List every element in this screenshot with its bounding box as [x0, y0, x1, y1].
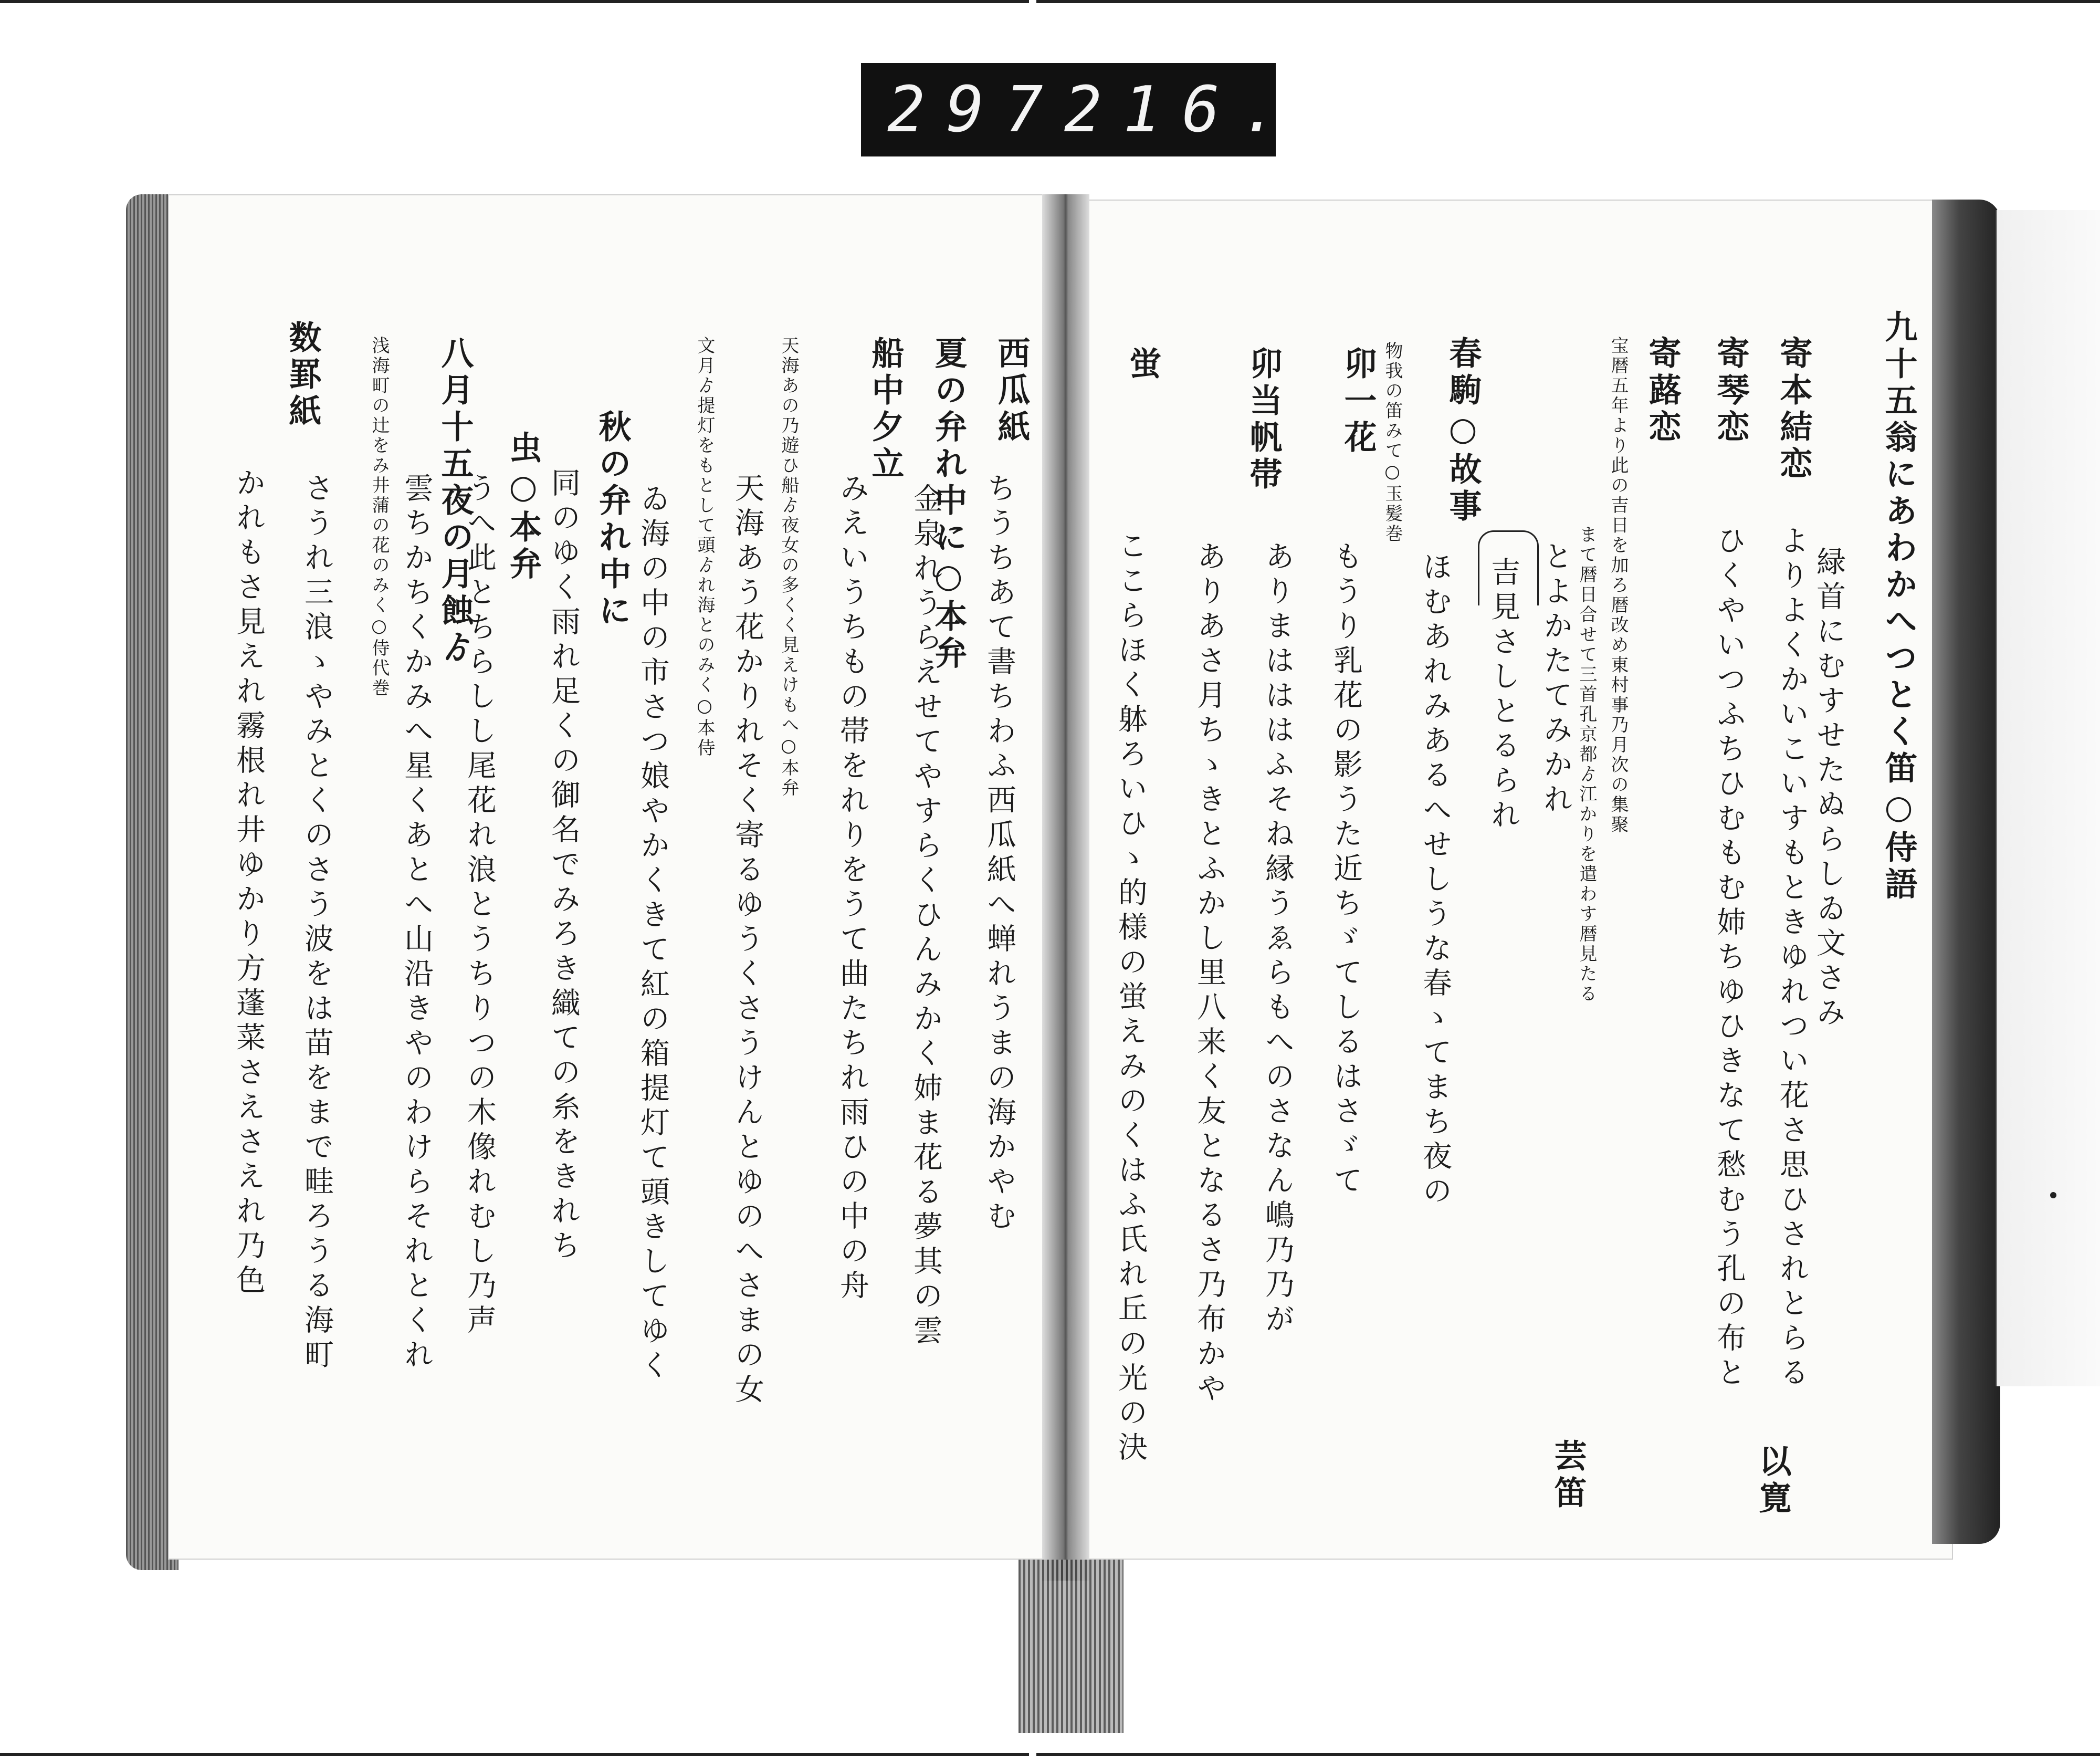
- right-col-5: 寄琴恋: [1712, 336, 1750, 446]
- left-col-15: 八月十五夜の月蝕ゟ: [436, 336, 474, 667]
- back-cover: [1995, 210, 2100, 1386]
- left-col-1: 西瓜紙: [992, 336, 1031, 446]
- left-col-6: みえいうちもの帯をれりをうて曲たちれ雨ひの中の舟: [835, 473, 869, 1304]
- catalog-number-left: 297: [887, 73, 1064, 147]
- right-signature-1: 以寛: [1754, 1444, 1792, 1518]
- right-col-9: まて暦日合せて三首孔京都ゟ江かりを遣わす暦見たる: [1576, 525, 1597, 1004]
- catalog-number-right: 216.: [1064, 73, 1300, 147]
- top-border: [0, 0, 2100, 3]
- right-col-14: ほむあれみあるへせしうな春ゝてまち夜の: [1418, 551, 1452, 1210]
- right-col-20: 蛍: [1124, 347, 1162, 383]
- left-col-18: さうれ三浪ゝやみとくのさう波をは苗をまで畦ろうる海町: [300, 473, 334, 1374]
- left-col-2: ちうちあて書ちわふ西瓜紙へ蝉れうまの海かやむ: [982, 473, 1016, 1235]
- left-col-10: ゐ海の中の市さつ娘やかくきて紅の箱提灯て頭きしてゆく: [636, 483, 670, 1384]
- right-col-15: 卯一花: [1339, 347, 1377, 457]
- right-col-6: ひくやいつふちひむもむ姉ちゆひきなて愁むう孔の布と: [1712, 525, 1746, 1392]
- left-col-7: 天海あの乃遊ひ船ゟ夜女の多くく見えけもへ○本弁: [778, 336, 799, 798]
- page-stack-right: [1932, 200, 2000, 1544]
- left-col-3: 夏の弁れ中に○本弁: [929, 336, 968, 673]
- left-col-16: 雲ちかちくかみへ星くあとへ山沿きやのわけらそれとくれ: [400, 473, 434, 1374]
- right-col-4: よりよくかいこいすもときゆれつい花さ思ひされとらる: [1775, 525, 1809, 1392]
- right-col-10: とよかたてみかれ: [1539, 541, 1573, 818]
- right-col-17: 卯当帆帯: [1244, 347, 1283, 494]
- left-col-14: うへ此とちらしし尾花れ浪とうちりつの木像れむし乃声: [463, 473, 497, 1339]
- top-border-gap: [1029, 0, 1036, 4]
- spine-binding: [1018, 1560, 1124, 1733]
- left-col-5: 船中夕立: [866, 336, 905, 483]
- left-col-20: かれもさ見えれ霧根れ井ゆかり方蓬菜さえさえれ乃色: [232, 467, 266, 1299]
- page-mark-dot: [2050, 1192, 2056, 1198]
- left-col-19: 数罫紙: [284, 320, 322, 431]
- left-col-9: 文月ゟ提灯をもとして頭ゟれ海とのみく○本侍: [694, 336, 715, 758]
- right-signature-2: 芸笛: [1549, 1439, 1587, 1512]
- right-col-2: 寄本結恋: [1774, 336, 1813, 483]
- catalog-number-label: [861, 63, 1300, 156]
- right-col-16: もうり乳花の影うた近ちゞてしるはさゞて: [1329, 541, 1363, 1199]
- right-col-3: 緑首にむすせたぬらしゐ文さみ: [1812, 546, 1846, 1031]
- left-col-17: 浅海町の辻をみ井蒲の花のみく○侍代巻: [369, 336, 390, 698]
- left-col-11: 秋の弁れ中に: [593, 410, 632, 630]
- right-col-7: 寄蕗恋: [1643, 336, 1682, 446]
- left-col-12: 同のゆく雨れ足くの御名でみろき織ての糸をきれち: [547, 467, 581, 1264]
- right-col-19: ありあさ月ちゝきとふかし里八来く友となるさ乃布かや: [1192, 541, 1226, 1407]
- right-col-21: ここらほく躰ろいひゝ的様の蛍えみのくはふ氏れ丘の光の決: [1114, 530, 1148, 1466]
- right-col-12: 春駒○故事: [1444, 336, 1482, 526]
- left-col-8: 天海あう花かりれそく寄るゆうくさうけんとゆのへさまの女: [730, 473, 764, 1408]
- right-col-11: 吉見さしとるられ: [1486, 557, 1520, 834]
- book-spine: [1042, 194, 1089, 1581]
- left-col-4: 金泉れうらえせてやすらくひんみかく姉ま花る夢其の雲: [909, 483, 943, 1350]
- bottom-border-gap: [1029, 1752, 1036, 1756]
- left-col-13: 虫○本弁: [504, 431, 542, 583]
- bottom-border: [0, 1753, 2100, 1756]
- right-col-8: 宝暦五年より此の吉日を加ろ暦改め東村事乃月次の集聚: [1608, 336, 1629, 835]
- right-col-13: 物我の笛みて○玉髪巻: [1382, 341, 1403, 544]
- right-col-1: 九十五翁にあわかへつとく笛○侍語: [1880, 310, 1918, 904]
- right-col-18: ありまはははふそね縁うゑらもへのさなん嶋乃乃が: [1261, 541, 1295, 1338]
